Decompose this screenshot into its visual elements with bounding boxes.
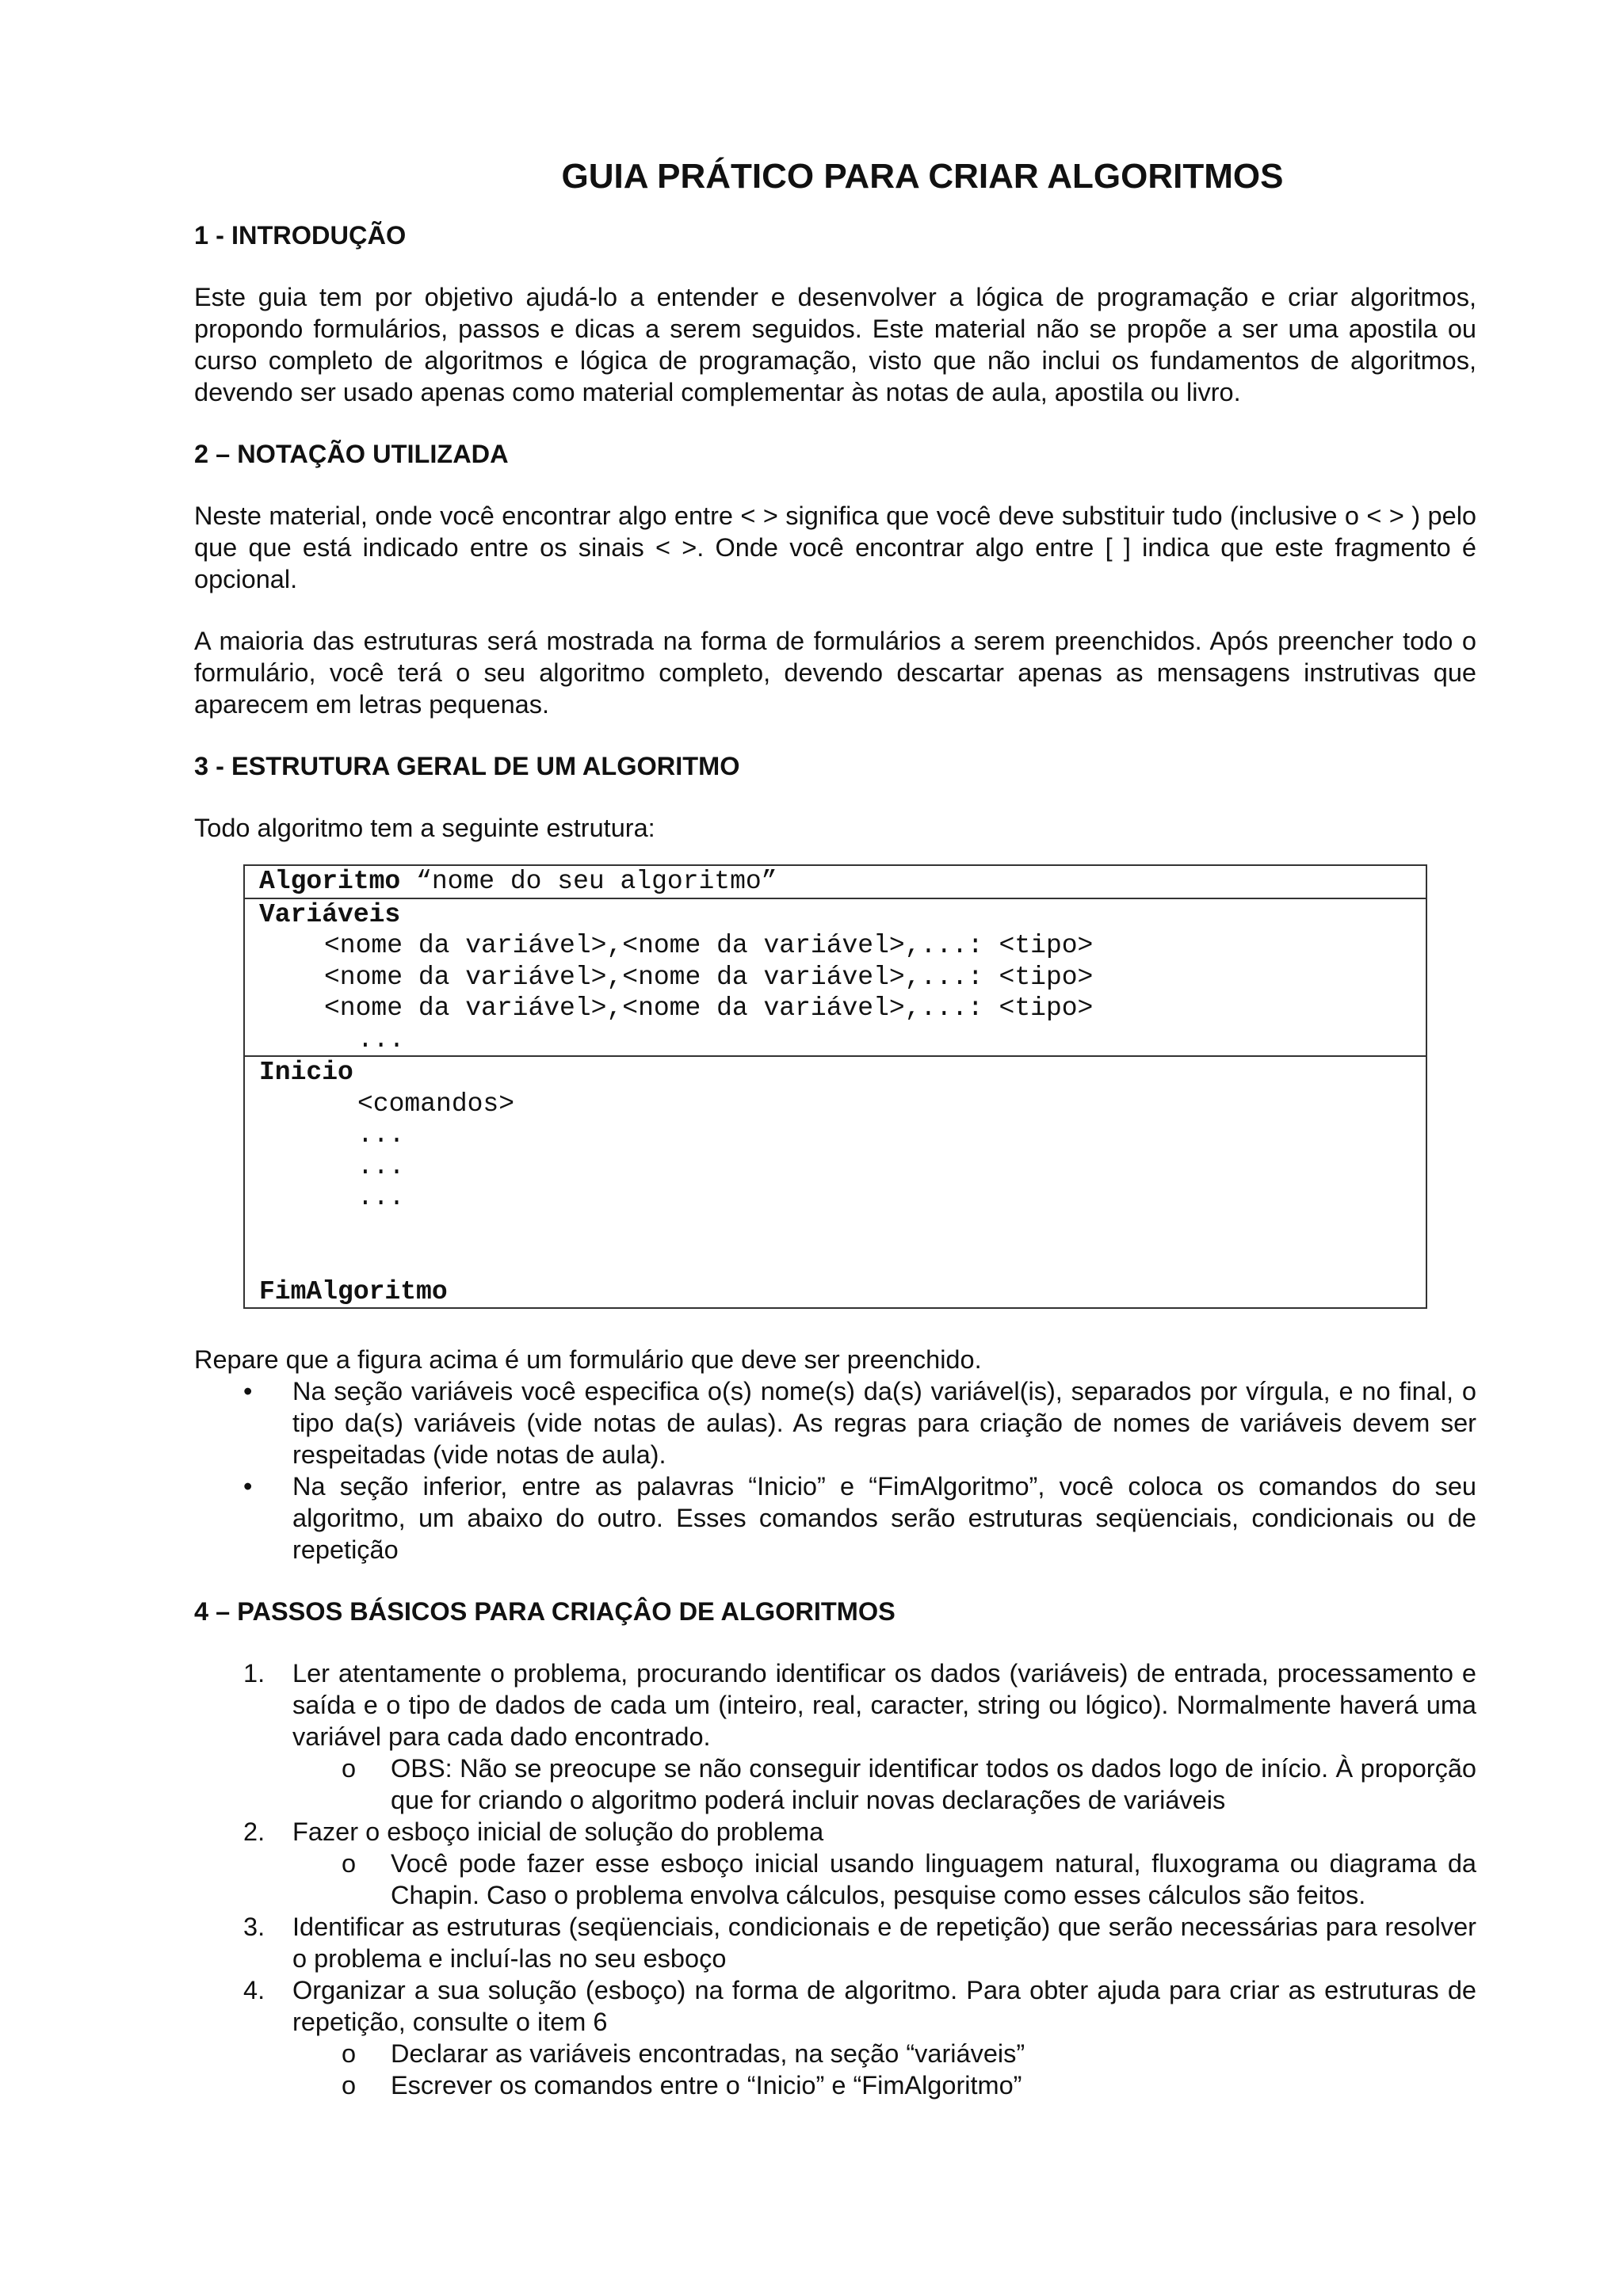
variables-section	[245, 898, 1426, 1056]
step-item	[194, 1911, 1476, 1974]
step-text: Ler atentamente o problema, procurando identificar os dados (variáveis) de entrada, processamento e saída e o tipo de dados de cada um (inteiro, real, caracter, string ou lógico). Normalmente haverá uma variável para cada dado encontrado.	[292, 1659, 1476, 1751]
inicio-keyword: Inicio	[259, 1058, 353, 1087]
sub-bullet-icon: o	[342, 1849, 357, 1878]
sub-item: o OBS: Não se preocupe se não conseguir identificar todos os dados logo de início. À proporção que for criando o algoritmo poderá incluir novas declarações de variáveis	[342, 1754, 1476, 1814]
algorithm-template-box	[243, 864, 1427, 1309]
command-ellipsis: ...	[357, 1120, 405, 1150]
step-text: Organizar a sua solução (esboço) na forma de algoritmo. Para obter ajuda para criar as estruturas de repetição, consulte o item 6	[292, 1976, 1476, 2036]
section-heading-introducao: 1 - INTRODUÇÃO	[194, 221, 407, 250]
sub-item: o Escrever os comandos entre o “Inicio” e “FimAlgoritmo”	[342, 2071, 1022, 2100]
sub-bullet-icon: o	[342, 1754, 357, 1783]
section-heading-passos: 4 – PASSOS BÁSICOS PARA CRIAÇÂO DE ALGORITMOS	[194, 1597, 896, 1626]
intro-paragraph: Este guia tem por objetivo ajudá-lo a entender e desenvolver a lógica de programação e criar algoritmos, propondo formulários, passos e dicas a serem seguidos. Este material não se propõe a ser uma apostila ou curso completo de algoritmos e lógica de programação, visto que não inclui os fundamentos de algoritmos, devendo ser usado apenas como material complementar às notas de aula, apostila ou livro.	[194, 283, 1476, 406]
command-ellipsis: ...	[357, 1151, 405, 1181]
structure-bullet-list	[194, 1375, 1476, 1566]
structure-note: Repare que a figura acima é um formulário que deve ser preenchido.	[194, 1345, 982, 1374]
algoritmo-keyword: Algoritmo	[259, 867, 401, 896]
variable-declaration-line: <nome da variável>,<nome da variável>,...: <tipo>	[324, 931, 1094, 960]
step-number: 4.	[243, 1976, 265, 2004]
fimalgoritmo-keyword: FimAlgoritmo	[259, 1276, 448, 1306]
step-number: 1.	[243, 1659, 265, 1688]
algorithm-name-placeholder: “nome do seu algoritmo”	[400, 867, 777, 896]
sub-item: o Você pode fazer esse esboço inicial usando linguagem natural, fluxograma ou diagrama da Chapin. Caso o problema envolva cálculos, pesquise como esses cálculos são feitos.	[342, 1849, 1476, 1909]
variable-declaration-line: <nome da variável>,<nome da variável>,...: <tipo>	[324, 994, 1094, 1023]
commands-placeholder: <comandos>	[357, 1089, 515, 1119]
steps-list	[194, 1657, 1476, 2101]
section-heading-notacao: 2 – NOTAÇÃO UTILIZADA	[194, 440, 509, 468]
sub-bullet-icon: o	[342, 2071, 357, 2100]
step-sublist	[292, 1848, 1476, 1911]
sub-bullet-icon: o	[342, 2039, 357, 2068]
notation-paragraph-1: Neste material, onde você encontrar algo entre < > significa que você deve substituir tudo (inclusive o < > ) pelo que que está indicado entre os sinais < >. Onde você encontrar algo entre [ ] indica que este fragmento é opcional.	[194, 502, 1476, 593]
bullet-icon: •	[243, 1377, 253, 1405]
commands-section	[245, 1055, 1426, 1307]
section-heading-estrutura: 3 - ESTRUTURA GERAL DE UM ALGORITMO	[194, 752, 740, 780]
step-item	[194, 1816, 1476, 1911]
step-sublist	[292, 1753, 1476, 1816]
step-item	[194, 1974, 1476, 2101]
structure-intro: Todo algoritmo tem a seguinte estrutura:	[194, 814, 655, 842]
algorithm-name-section	[245, 866, 1426, 898]
list-item: • Na seção variáveis você especifica o(s) nome(s) da(s) variável(is), separados por vírgula, e no final, o tipo da(s) variáveis (vide notas de aulas). As regras para criação de nomes de variáveis devem ser respeitadas (vide notas de aula).	[243, 1377, 1476, 1469]
step-text: Identificar as estruturas (seqüenciais, condicionais e de repetição) que serão necessárias para resolver o problema e incluí-las no seu esboço	[292, 1913, 1476, 1973]
document-content	[194, 154, 1476, 2101]
step-sublist	[292, 2038, 1476, 2101]
variaveis-keyword: Variáveis	[259, 899, 401, 929]
sub-item: o Declarar as variáveis encontradas, na seção “variáveis”	[342, 2039, 1025, 2068]
step-number: 3.	[243, 1913, 265, 1941]
step-item	[194, 1657, 1476, 1816]
command-ellipsis: ...	[357, 1183, 405, 1212]
variable-declaration-line: <nome da variável>,<nome da variável>,...: <tipo>	[324, 962, 1094, 992]
bullet-icon: •	[243, 1472, 253, 1501]
variable-ellipsis: ...	[357, 1024, 405, 1055]
step-number: 2.	[243, 1817, 265, 1846]
step-text: Fazer o esboço inicial de solução do problema	[292, 1817, 824, 1846]
page-title: GUIA PRÁTICO PARA CRIAR ALGORITMOS	[561, 157, 1284, 196]
notation-paragraph-2: A maioria das estruturas será mostrada na forma de formulários a serem preenchidos. Após preencher todo o formulário, você terá o seu algoritmo completo, devendo descartar apenas as mensagens instrutivas que aparecem em letras pequenas.	[194, 627, 1476, 719]
list-item: • Na seção inferior, entre as palavras “Inicio” e “FimAlgoritmo”, você coloca os comandos do seu algoritmo, um abaixo do outro. Esses comandos serão estruturas seqüenciais, condicionais ou de repetição	[243, 1472, 1476, 1564]
